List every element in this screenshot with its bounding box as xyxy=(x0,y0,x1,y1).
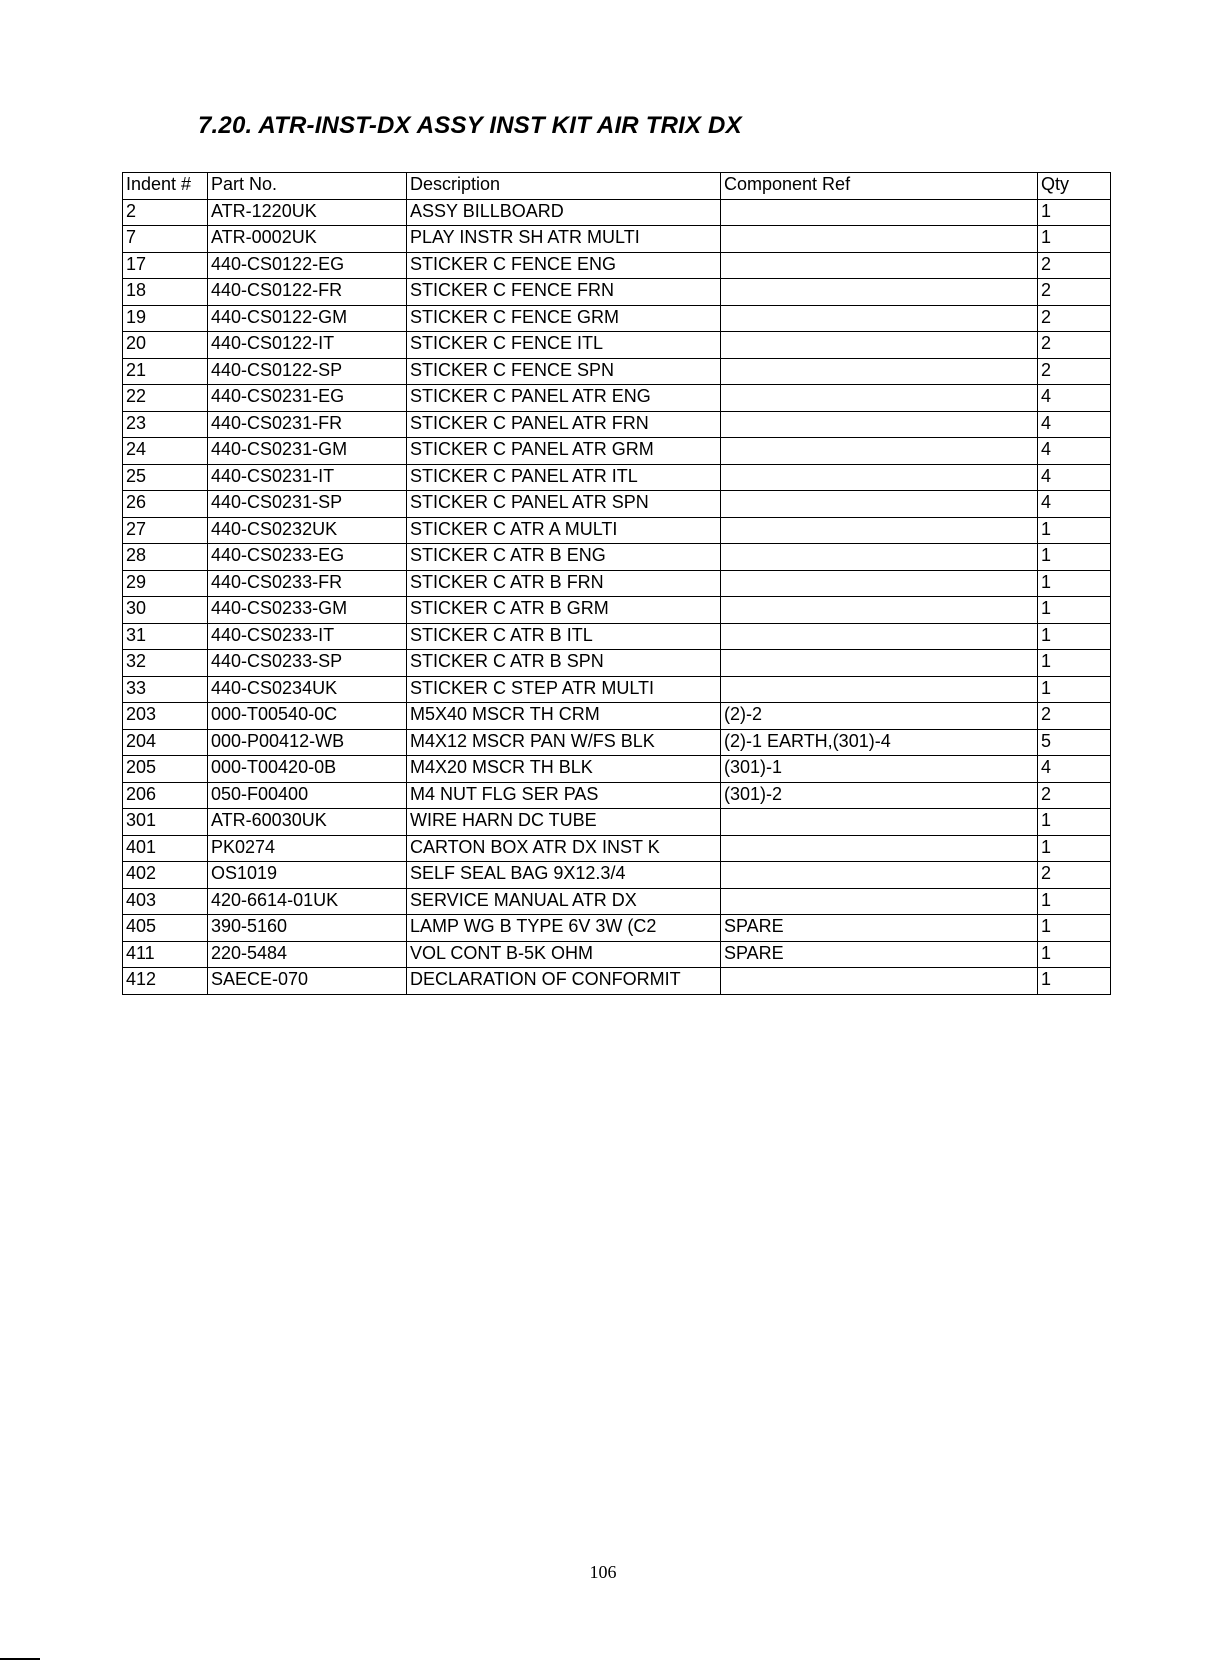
qty-cell: 4 xyxy=(1038,491,1111,518)
indent-cell: 30 xyxy=(123,597,208,624)
description-cell: STICKER C ATR B ITL xyxy=(407,623,721,650)
component-ref-cell xyxy=(721,968,1038,995)
table-row xyxy=(123,676,1111,703)
table-row xyxy=(123,623,1111,650)
qty-cell: 1 xyxy=(1038,888,1111,915)
part-no-cell: 000-T00540-0C xyxy=(208,703,407,730)
indent-cell: 31 xyxy=(123,623,208,650)
description-cell: STICKER C STEP ATR MULTI xyxy=(407,676,721,703)
part-no-cell: OS1019 xyxy=(208,862,407,889)
description-cell: STICKER C PANEL ATR ENG xyxy=(407,385,721,412)
part-no-cell: 440-CS0233-IT xyxy=(208,623,407,650)
qty-cell: 4 xyxy=(1038,411,1111,438)
qty-cell: 5 xyxy=(1038,729,1111,756)
part-no-cell: ATR-0002UK xyxy=(208,226,407,253)
table-row xyxy=(123,729,1111,756)
indent-cell: 405 xyxy=(123,915,208,942)
qty-cell: 4 xyxy=(1038,385,1111,412)
table-row xyxy=(123,226,1111,253)
description-cell: STICKER C ATR B ENG xyxy=(407,544,721,571)
part-no-cell: 440-CS0233-SP xyxy=(208,650,407,677)
scan-edge-line xyxy=(0,1658,40,1660)
component-ref-cell: SPARE xyxy=(721,941,1038,968)
indent-cell: 18 xyxy=(123,279,208,306)
description-cell: M5X40 MSCR TH CRM xyxy=(407,703,721,730)
table-row xyxy=(123,703,1111,730)
component-ref-cell xyxy=(721,332,1038,359)
indent-cell: 33 xyxy=(123,676,208,703)
description-cell: CARTON BOX ATR DX INST K xyxy=(407,835,721,862)
description-cell: STICKER C FENCE ENG xyxy=(407,252,721,279)
description-cell: SELF SEAL BAG 9X12.3/4 xyxy=(407,862,721,889)
part-no-cell: 440-CS0233-EG xyxy=(208,544,407,571)
description-cell: VOL CONT B-5K OHM xyxy=(407,941,721,968)
part-no-cell: 440-CS0231-IT xyxy=(208,464,407,491)
component-ref-cell xyxy=(721,517,1038,544)
indent-cell: 26 xyxy=(123,491,208,518)
qty-cell: 1 xyxy=(1038,809,1111,836)
qty-cell: 2 xyxy=(1038,305,1111,332)
qty-cell: 4 xyxy=(1038,756,1111,783)
indent-cell: 7 xyxy=(123,226,208,253)
indent-cell: 205 xyxy=(123,756,208,783)
qty-cell: 1 xyxy=(1038,623,1111,650)
component-ref-cell: (301)-1 xyxy=(721,756,1038,783)
table-row xyxy=(123,279,1111,306)
description-cell: M4 NUT FLG SER PAS xyxy=(407,782,721,809)
header-component-ref: Component Ref xyxy=(721,173,1038,200)
part-no-cell: 440-CS0122-IT xyxy=(208,332,407,359)
header-description: Description xyxy=(407,173,721,200)
indent-cell: 29 xyxy=(123,570,208,597)
description-cell: STICKER C PANEL ATR ITL xyxy=(407,464,721,491)
component-ref-cell xyxy=(721,544,1038,571)
indent-cell: 28 xyxy=(123,544,208,571)
page-title: 7.20. ATR-INST-DX ASSY INST KIT AIR TRIX DX xyxy=(198,112,742,139)
description-cell: STICKER C ATR B FRN xyxy=(407,570,721,597)
part-no-cell: 440-CS0122-FR xyxy=(208,279,407,306)
table-row xyxy=(123,385,1111,412)
component-ref-cell xyxy=(721,650,1038,677)
description-cell: STICKER C ATR A MULTI xyxy=(407,517,721,544)
component-ref-cell xyxy=(721,464,1038,491)
indent-cell: 20 xyxy=(123,332,208,359)
qty-cell: 1 xyxy=(1038,650,1111,677)
header-qty: Qty xyxy=(1038,173,1111,200)
page-number: 106 xyxy=(589,1562,617,1582)
qty-cell: 4 xyxy=(1038,464,1111,491)
table-row xyxy=(123,570,1111,597)
qty-cell: 2 xyxy=(1038,703,1111,730)
part-no-cell: 220-5484 xyxy=(208,941,407,968)
indent-cell: 401 xyxy=(123,835,208,862)
component-ref-cell xyxy=(721,809,1038,836)
indent-cell: 402 xyxy=(123,862,208,889)
description-cell: STICKER C ATR B SPN xyxy=(407,650,721,677)
qty-cell: 1 xyxy=(1038,517,1111,544)
indent-cell: 19 xyxy=(123,305,208,332)
component-ref-cell xyxy=(721,597,1038,624)
description-cell: STICKER C ATR B GRM xyxy=(407,597,721,624)
qty-cell: 1 xyxy=(1038,226,1111,253)
component-ref-cell xyxy=(721,676,1038,703)
part-no-cell: ATR-1220UK xyxy=(208,199,407,226)
indent-cell: 412 xyxy=(123,968,208,995)
component-ref-cell xyxy=(721,305,1038,332)
qty-cell: 1 xyxy=(1038,597,1111,624)
description-cell: WIRE HARN DC TUBE xyxy=(407,809,721,836)
component-ref-cell xyxy=(721,358,1038,385)
qty-cell: 2 xyxy=(1038,782,1111,809)
description-cell: M4X20 MSCR TH BLK xyxy=(407,756,721,783)
table-row xyxy=(123,862,1111,889)
component-ref-cell xyxy=(721,252,1038,279)
table-row xyxy=(123,438,1111,465)
description-cell: STICKER C FENCE GRM xyxy=(407,305,721,332)
qty-cell: 4 xyxy=(1038,438,1111,465)
table-row xyxy=(123,968,1111,995)
part-no-cell: 440-CS0122-SP xyxy=(208,358,407,385)
component-ref-cell: (2)-2 xyxy=(721,703,1038,730)
part-no-cell: 440-CS0233-GM xyxy=(208,597,407,624)
part-no-cell: 420-6614-01UK xyxy=(208,888,407,915)
qty-cell: 2 xyxy=(1038,332,1111,359)
qty-cell: 1 xyxy=(1038,199,1111,226)
component-ref-cell xyxy=(721,623,1038,650)
parts-table xyxy=(122,172,1111,995)
indent-cell: 21 xyxy=(123,358,208,385)
qty-cell: 1 xyxy=(1038,835,1111,862)
component-ref-cell xyxy=(721,226,1038,253)
description-cell: STICKER C FENCE ITL xyxy=(407,332,721,359)
table-row xyxy=(123,650,1111,677)
indent-cell: 206 xyxy=(123,782,208,809)
part-no-cell: ATR-60030UK xyxy=(208,809,407,836)
part-no-cell: SAECE-070 xyxy=(208,968,407,995)
description-cell: ASSY BILLBOARD xyxy=(407,199,721,226)
table-row xyxy=(123,835,1111,862)
table-row xyxy=(123,782,1111,809)
component-ref-cell: (301)-2 xyxy=(721,782,1038,809)
component-ref-cell xyxy=(721,411,1038,438)
part-no-cell: 440-CS0232UK xyxy=(208,517,407,544)
description-cell: STICKER C PANEL ATR GRM xyxy=(407,438,721,465)
indent-cell: 23 xyxy=(123,411,208,438)
table-row xyxy=(123,332,1111,359)
indent-cell: 32 xyxy=(123,650,208,677)
qty-cell: 1 xyxy=(1038,941,1111,968)
part-no-cell: 000-T00420-0B xyxy=(208,756,407,783)
indent-cell: 203 xyxy=(123,703,208,730)
table-row xyxy=(123,888,1111,915)
part-no-cell: 440-CS0231-SP xyxy=(208,491,407,518)
qty-cell: 1 xyxy=(1038,915,1111,942)
table-row xyxy=(123,411,1111,438)
component-ref-cell xyxy=(721,199,1038,226)
indent-cell: 17 xyxy=(123,252,208,279)
qty-cell: 2 xyxy=(1038,358,1111,385)
table-row xyxy=(123,464,1111,491)
qty-cell: 1 xyxy=(1038,544,1111,571)
component-ref-cell xyxy=(721,385,1038,412)
table-row xyxy=(123,597,1111,624)
indent-cell: 27 xyxy=(123,517,208,544)
qty-cell: 2 xyxy=(1038,279,1111,306)
table-row xyxy=(123,252,1111,279)
indent-cell: 403 xyxy=(123,888,208,915)
table-row xyxy=(123,358,1111,385)
description-cell: STICKER C FENCE FRN xyxy=(407,279,721,306)
part-no-cell: 440-CS0233-FR xyxy=(208,570,407,597)
table-row xyxy=(123,915,1111,942)
indent-cell: 204 xyxy=(123,729,208,756)
description-cell: SERVICE MANUAL ATR DX xyxy=(407,888,721,915)
qty-cell: 1 xyxy=(1038,676,1111,703)
qty-cell: 1 xyxy=(1038,968,1111,995)
part-no-cell: 000-P00412-WB xyxy=(208,729,407,756)
description-cell: STICKER C FENCE SPN xyxy=(407,358,721,385)
component-ref-cell xyxy=(721,279,1038,306)
table-row xyxy=(123,544,1111,571)
part-no-cell: 390-5160 xyxy=(208,915,407,942)
table-row xyxy=(123,491,1111,518)
table-row xyxy=(123,199,1111,226)
part-no-cell: 050-F00400 xyxy=(208,782,407,809)
indent-cell: 24 xyxy=(123,438,208,465)
part-no-cell: PK0274 xyxy=(208,835,407,862)
header-part-no: Part No. xyxy=(208,173,407,200)
component-ref-cell: SPARE xyxy=(721,915,1038,942)
part-no-cell: 440-CS0231-GM xyxy=(208,438,407,465)
component-ref-cell xyxy=(721,835,1038,862)
description-cell: DECLARATION OF CONFORMIT xyxy=(407,968,721,995)
part-no-cell: 440-CS0122-GM xyxy=(208,305,407,332)
parts-table-body xyxy=(123,199,1111,994)
qty-cell: 2 xyxy=(1038,252,1111,279)
indent-cell: 25 xyxy=(123,464,208,491)
component-ref-cell xyxy=(721,491,1038,518)
component-ref-cell xyxy=(721,862,1038,889)
table-row xyxy=(123,941,1111,968)
part-no-cell: 440-CS0231-FR xyxy=(208,411,407,438)
component-ref-cell xyxy=(721,888,1038,915)
component-ref-cell xyxy=(721,438,1038,465)
header-indent: Indent # xyxy=(123,173,208,200)
table-row xyxy=(123,756,1111,783)
table-row xyxy=(123,809,1111,836)
indent-cell: 411 xyxy=(123,941,208,968)
part-no-cell: 440-CS0231-EG xyxy=(208,385,407,412)
table-row xyxy=(123,517,1111,544)
indent-cell: 2 xyxy=(123,199,208,226)
qty-cell: 1 xyxy=(1038,570,1111,597)
part-no-cell: 440-CS0234UK xyxy=(208,676,407,703)
description-cell: M4X12 MSCR PAN W/FS BLK xyxy=(407,729,721,756)
indent-cell: 22 xyxy=(123,385,208,412)
description-cell: STICKER C PANEL ATR FRN xyxy=(407,411,721,438)
table-header-row xyxy=(123,173,1111,200)
description-cell: STICKER C PANEL ATR SPN xyxy=(407,491,721,518)
description-cell: PLAY INSTR SH ATR MULTI xyxy=(407,226,721,253)
component-ref-cell: (2)-1 EARTH,(301)-4 xyxy=(721,729,1038,756)
description-cell: LAMP WG B TYPE 6V 3W (C2 xyxy=(407,915,721,942)
qty-cell: 2 xyxy=(1038,862,1111,889)
part-no-cell: 440-CS0122-EG xyxy=(208,252,407,279)
component-ref-cell xyxy=(721,570,1038,597)
table-row xyxy=(123,305,1111,332)
indent-cell: 301 xyxy=(123,809,208,836)
